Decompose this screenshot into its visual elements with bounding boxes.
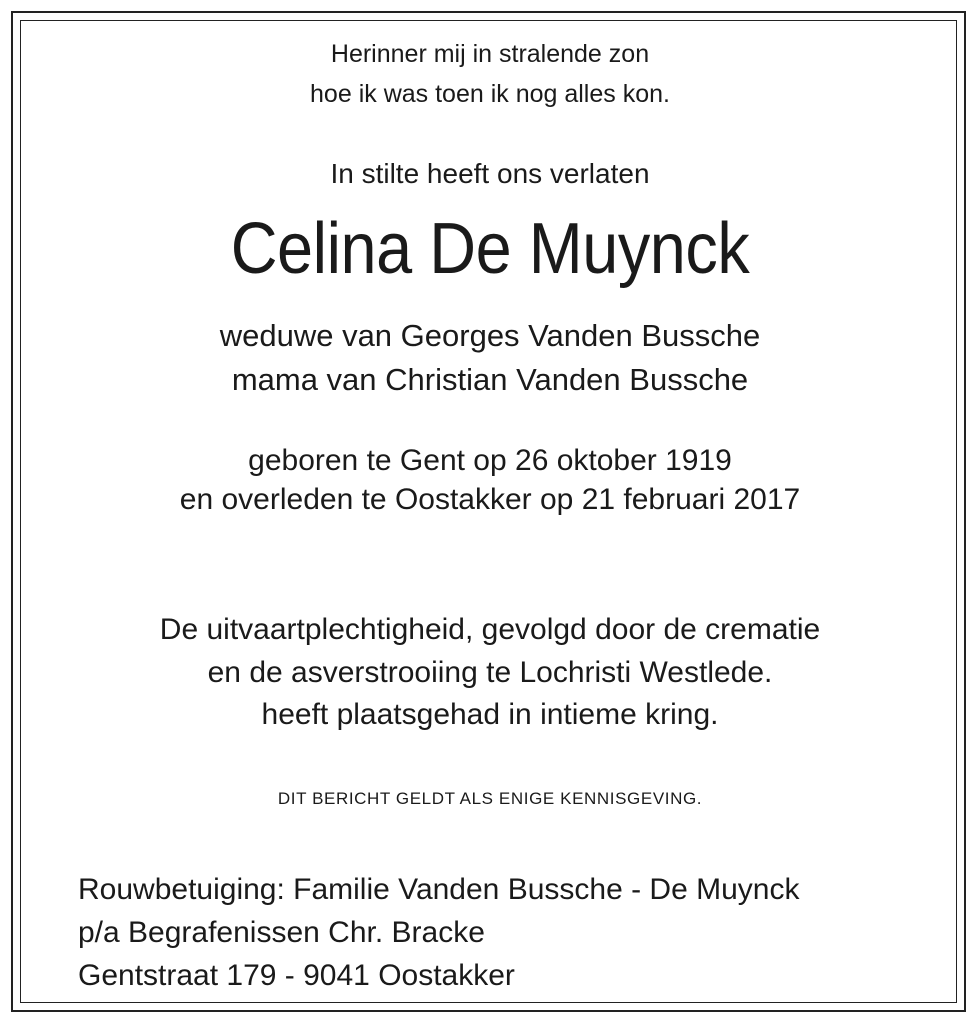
contact-line-2: p/a Begrafenissen Chr. Bracke [78, 916, 485, 949]
deceased-name: Celina De Muynck [230, 209, 750, 289]
poem-line-1: Herinner mij in stralende zon [330, 40, 650, 68]
death-date: en overleden te Oostakker op 21 februari 2017 [179, 483, 801, 516]
ceremony-line-3: heeft plaatsgehad in intieme kring. [261, 698, 719, 731]
relation-line-1: weduwe van Georges Vanden Bussche [219, 318, 761, 353]
contact-line-1: Rouwbetuiging: Familie Vanden Bussche - De Muynck [78, 873, 800, 906]
relation-line-2: mama van Christian Vanden Bussche [231, 362, 749, 397]
ceremony-line-2: en de asverstrooiing te Lochristi Westlede. [207, 656, 773, 689]
poem-line-2: hoe ik was toen ik nog alles kon. [310, 80, 670, 108]
ceremony-line-1: De uitvaartplechtigheid, gevolgd door de crematie [159, 613, 821, 646]
notice-text: DIT BERICHT GELDT ALS ENIGE KENNISGEVING. [277, 789, 703, 808]
contact-line-3: Gentstraat 179 - 9041 Oostakker [78, 959, 515, 992]
birth-date: geboren te Gent op 26 oktober 1919 [248, 444, 732, 477]
intro-text: In stilte heeft ons verlaten [330, 158, 650, 189]
